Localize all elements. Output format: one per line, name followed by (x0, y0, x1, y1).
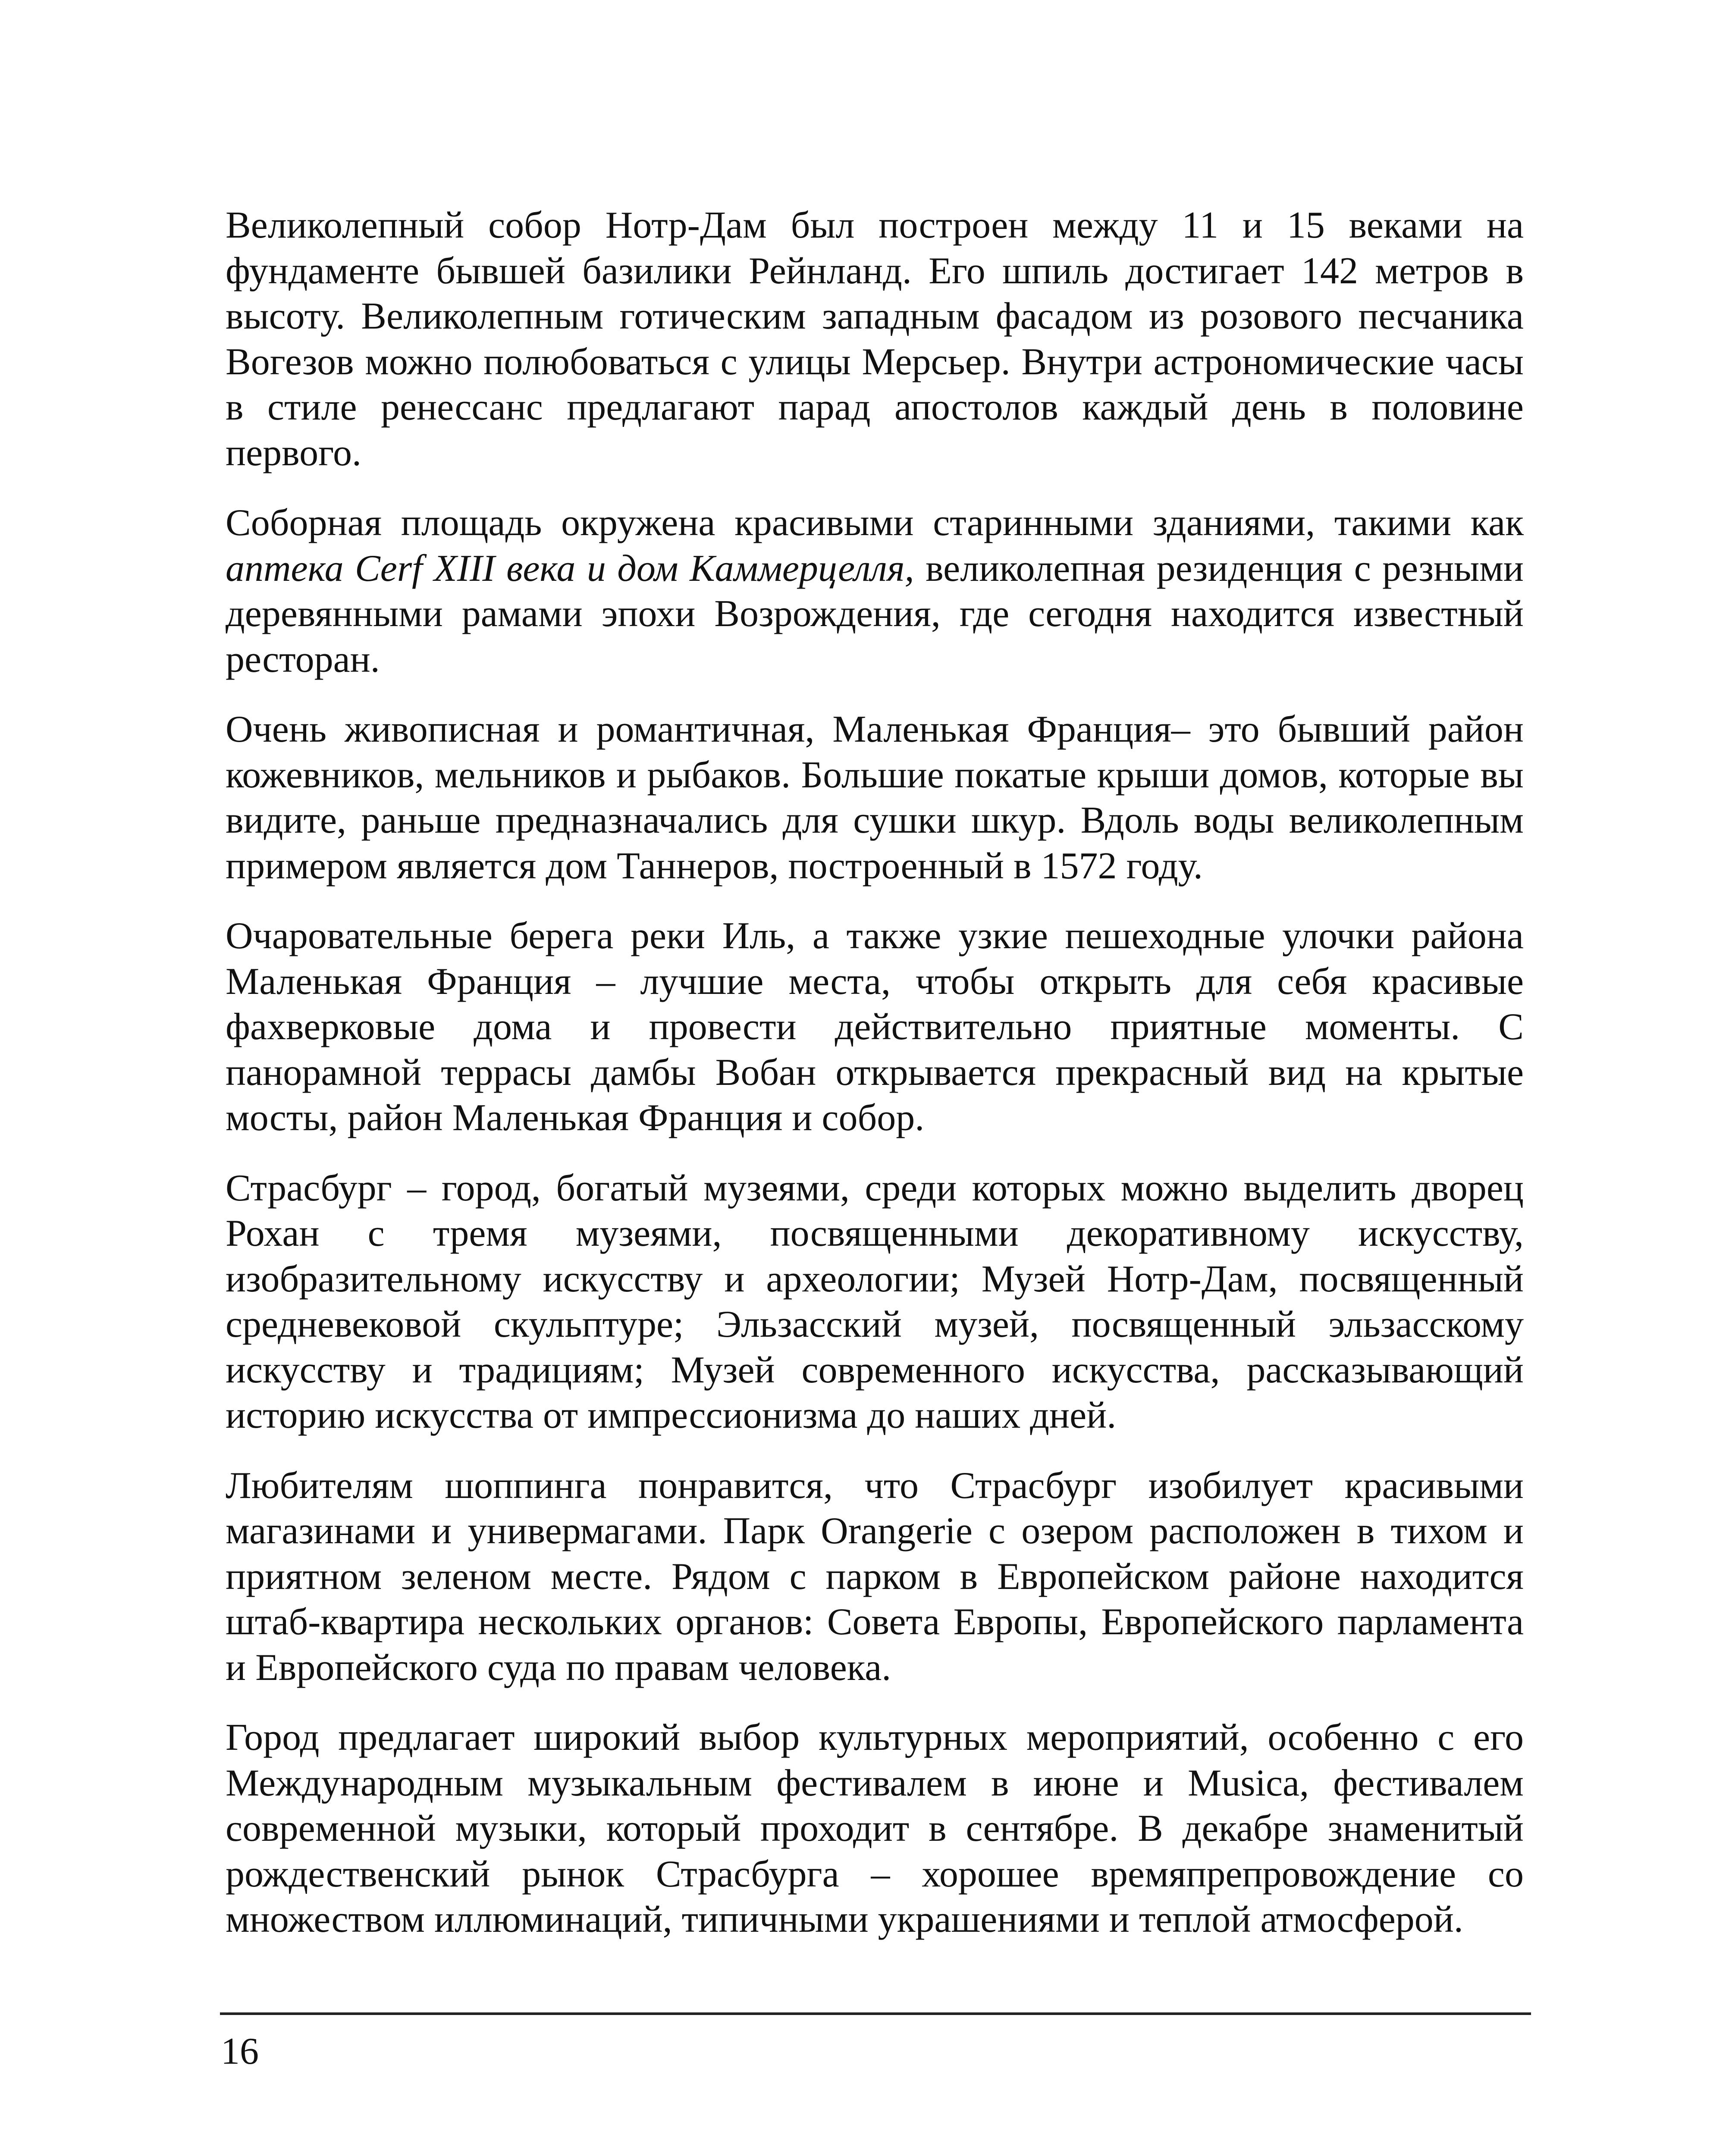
paragraph-cathedral-square (226, 500, 1524, 682)
paragraph-culture: Город предлагает широкий выбор культурных мероприятий, особенно с его Международным музыкальным фестивалем в июне и Musica, фестивалем современной музыки, который проходит в сентябре. В декабре знаменитый рождественский рынок Страсбурга – хорошее времяпрепровождение со множеством иллюминаций, типичными украшениями и теплой атмосферой. (226, 1717, 1524, 1940)
paragraph-ill-banks: Очаровательные берега реки Иль, а также узкие пешеходные улочки района Маленькая Франция – лучшие места, чтобы открыть для себя красивые фахверковые дома и провести действительно приятные моменты. С панорамной террасы дамбы Вобан открывается прекрасный вид на крытые мосты, район Маленькая Франция и собор. (226, 915, 1524, 1139)
paragraph-shopping: Любителям шоппинга понравится, что Страсбург изобилует красивыми магазинами и универмагами. Парк Orangerie с озером расположен в тихом и приятном зеленом месте. Рядом с парком в Европейском районе находится штаб-квартира нескольких органов: Совета Европы, Европейского парламента и Европейского суда по правам человека. (226, 1464, 1524, 1689)
paragraph-text: великолепная резиденция с резными деревянными рамами эпохи Возрождения, где сегодня находится известный ресторан. (226, 547, 1524, 680)
paragraph-text: Соборная площадь окружена красивыми старинными зданиями, такими как (226, 502, 1524, 544)
page-number: 16 (221, 2031, 259, 2072)
paragraph-petite-france: Очень живописная и романтичная, Маленькая Франция– это бывший район кожевников, мельников и рыбаков. Большие покатые крыши домов, которые вы видите, раньше предназначались для сушки шкур. Вдоль воды великолепным примером является дом Таннеров, построенный в 1572 году. (226, 708, 1524, 887)
footer-divider (220, 2012, 1531, 2015)
italic-text: аптека Cerf XIII века и дом Каммерцелля, (226, 547, 914, 589)
paragraph-cathedral: Великолепный собор Нотр-Дам был построен между 11 и 15 веками на фундаменте бывшей базилики Рейнланд. Его шпиль достигает 142 метров в высоту. Великолепным готическим западным фасадом из розового песчаника Вогезов можно полюбоваться с улицы Мерсьер. Внутри астрономические часы в стиле ренессанс предлагают парад апостолов каждый день в половине первого. (226, 204, 1524, 474)
page-body (226, 203, 1524, 1967)
paragraph-museums: Страсбург – город, богатый музеями, среди которых можно выделить дворец Рохан с тремя музеями, посвященными декоративному искусству, изобразительному искусству и археологии; Музей Нотр-Дам, посвященный средневековой скульптуре; Эльзасский музей, посвященный эльзасскому искусству и традициям; Музей современного искусства, рассказывающий историю искусства от импрессионизма до наших дней. (226, 1167, 1524, 1436)
